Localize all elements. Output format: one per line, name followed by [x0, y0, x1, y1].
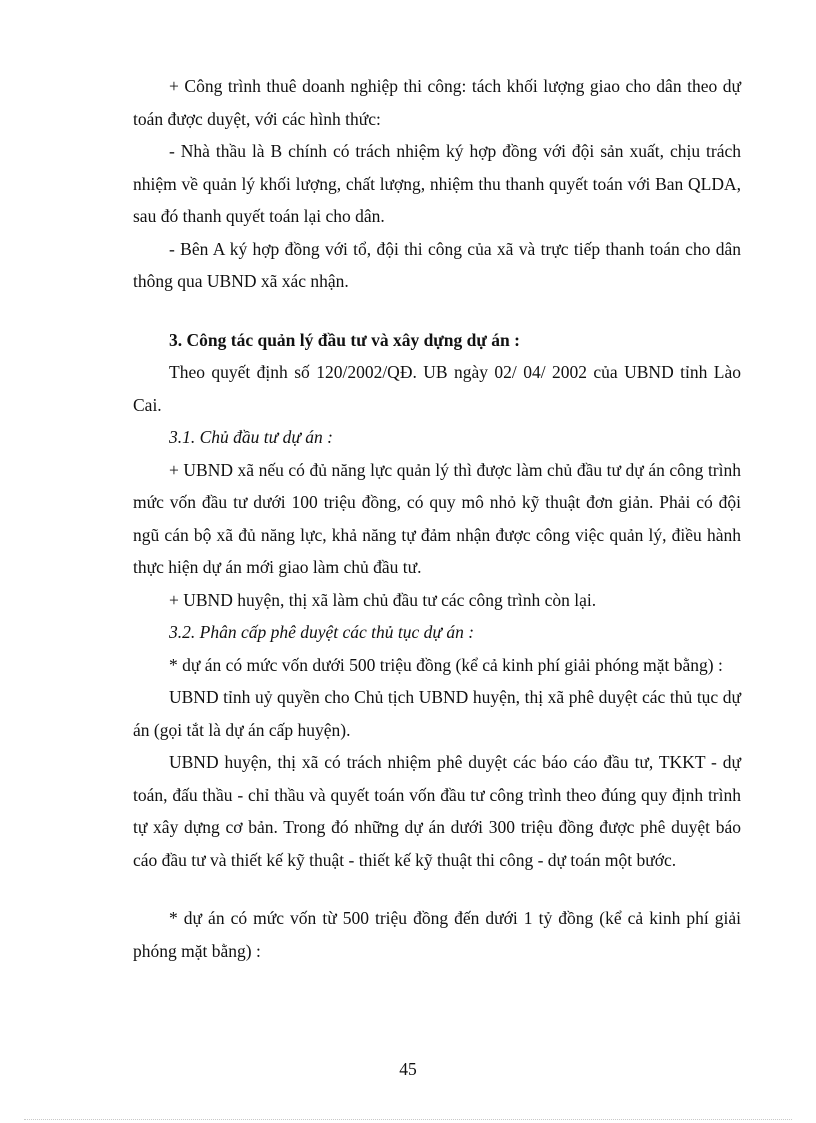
subheading-approval: 3.2. Phân cấp phê duyệt các thủ tục dự án : [169, 622, 475, 642]
paragraph-gap [133, 876, 741, 902]
paragraph-under-500: * dự án có mức vốn dưới 500 triệu đồng (kể cả kinh phí giải phóng mặt bằng) : [169, 654, 723, 675]
section-heading: 3. Công tác quản lý đầu tư và xây dựng dự án : [169, 329, 520, 350]
page-number: 45 [399, 1059, 417, 1079]
paragraph-commune-investor: + UBND xã nếu có đủ năng lực quản lý thì được làm chủ đầu tư dự án công trình mức vốn đầu tư dưới 100 triệu đồng, có quy mô nhỏ kỹ thuật đơn giản. Phải có đội ngũ cán bộ xã đủ năng lực, khả năng tự đảm nhận được công việc quản lý, điều hành thực hiện dự án mới giao làm chủ đầu tư. [133, 459, 741, 577]
subheading-investor: 3.1. Chủ đầu tư dự án : [169, 427, 333, 447]
paragraph-decision: Theo quyết định số 120/2002/QĐ. UB ngày 02/ 04/ 2002 của UBND tỉnh Lào Cai. [133, 362, 741, 415]
section-gap [133, 298, 741, 324]
paragraph-district-investor: + UBND huyện, thị xã làm chủ đầu tư các công trình còn lại. [169, 589, 597, 610]
paragraph-500-to-1b: * dự án có mức vốn từ 500 triệu đồng đến dưới 1 tỷ đồng (kể cả kinh phí giải phóng mặt bằng) : [133, 908, 741, 961]
paragraph-party-a: - Bên A ký hợp đồng với tổ, đội thi công của xã và trực tiếp thanh toán cho dân thông qua UBND xã xác nhận. [133, 238, 741, 291]
paragraph-district-responsibility: UBND huyện, thị xã có trách nhiệm phê duyệt các báo cáo đầu tư, TKKT - dự toán, đấu thầu - chỉ thầu và quyết toán vốn đầu tư công trình theo đúng quy định trình tự xây dựng cơ bản. Trong đó những dự án dưới 300 triệu đồng được phê duyệt báo cáo đầu tư và thiết kế kỹ thuật - thiết kế kỹ thuật thi công - dự toán một bước. [133, 752, 741, 870]
paragraph-main-contractor: - Nhà thầu là B chính có trách nhiệm ký hợp đồng với đội sản xuất, chịu trách nhiệm về quản lý khối lượng, chất lượng, nhiệm thu thanh quyết toán với Ban QLDA, sau đó thanh quyết toán lại cho dân. [133, 141, 741, 226]
footer-divider [24, 1119, 792, 1120]
document-page [133, 70, 741, 967]
paragraph-contractor: + Công trình thuê doanh nghiệp thi công: tách khối lượng giao cho dân theo dự toán được duyệt, với các hình thức: [133, 76, 741, 129]
paragraph-authorization: UBND tỉnh uỷ quyền cho Chủ tịch UBND huyện, thị xã phê duyệt các thủ tục dự án (gọi tắt là dự án cấp huyện). [133, 687, 741, 740]
